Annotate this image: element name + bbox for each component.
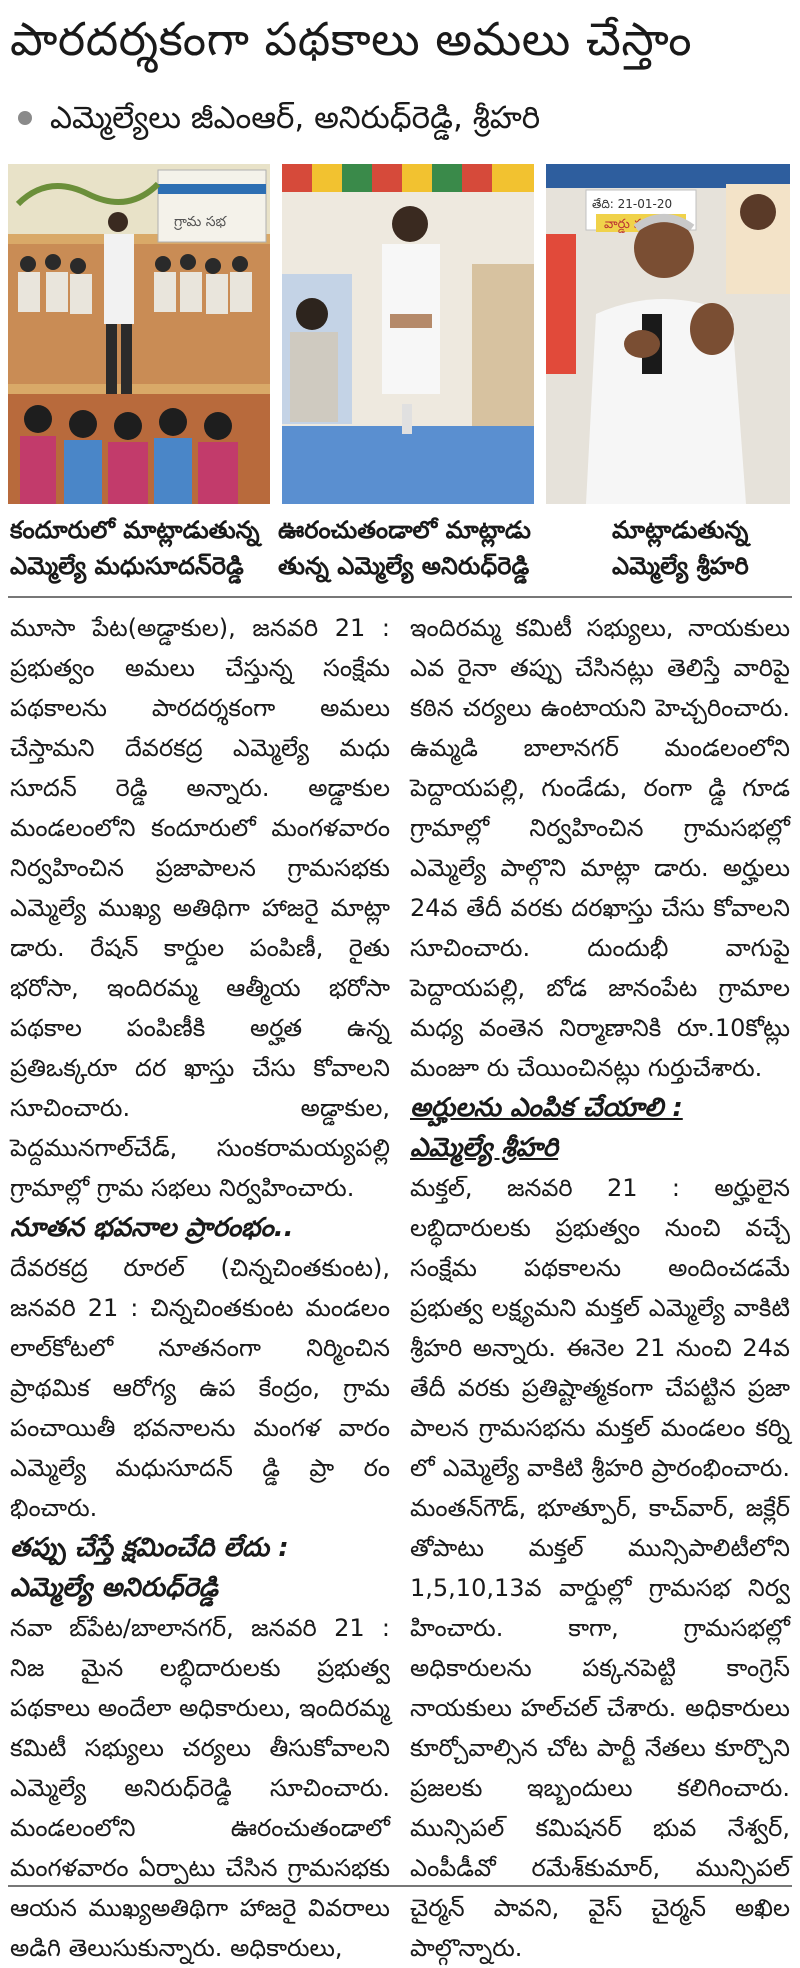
caption-line: ఊరంచుతండాలో మాట్లాడు: [278, 516, 531, 544]
photo-strip: [8, 164, 790, 504]
section-heading: అర్హులను ఎంపిక చేయాలి :: [410, 1093, 683, 1123]
article-column-right: [410, 608, 790, 1962]
photo-makthal-speaker: [546, 164, 790, 504]
caption-line: మాట్లాడుతున్న: [612, 516, 749, 544]
banner-text: గ్రామ సభ: [174, 214, 227, 230]
banner-date: తేది: 21-01-20: [592, 197, 673, 211]
article-paragraph: దేవరకద్ర రూరల్ (చిన్నచింతకుంట), జనవరి 21 : చిన్నచింతకుంట మండలం లాల్‌కోటలో నూతనంగా నిర్మించిన ప్రాథమిక ఆరోగ్య ఉప కేంద్రం, గ్రామ పంచాయితీ భవనాలను మంగళ వారం ఎమ్మెల్యే మధుసూదన్ డ్డి ప్రా రం భించారు.: [10, 1254, 390, 1522]
article-column-left: [10, 608, 390, 1962]
photo-caption-3: [612, 512, 792, 584]
subheadline-row: [10, 96, 790, 140]
article-paragraph: మూసా పేట(అడ్డాకుల), జనవరి 21 : ప్రభుత్వం అమలు చేస్తున్న సంక్షేమ పథకాలను పారదర్శకంగా అమలు చేస్తామని దేవరకద్ర ఎమ్మెల్యే మధు సూదన్ రెడ్డి అన్నారు. అడ్డాకుల మండలంలోని కందూరులో మంగళవారం నిర్వహించిన ప్రజాపాలన గ్రామసభకు ఎమ్మెల్యే ముఖ్య అతిథిగా హాజరై మాట్లా డారు. రేషన్ కార్డుల పంపిణీ, రైతు భరోసా, ఇందిరమ్మ ఆత్మీయ భరోసా పథకాల పంపిణీకి అర్హత ఉన్న ప్రతిఒక్కరూ దర ఖాస్తు చేసు కోవాలని సూచించారు. అడ్డాకుల, పెద్దమునగాల్‌చేడ్, సుంకరామయ్యపల్లి గ్రామాల్లో గ్రామ సభలు నిర్వహించారు.: [10, 614, 390, 1202]
photo-uranchu-thanda-speaker: [282, 164, 534, 504]
subheadline: ఎమ్మెల్యేలు జీఎంఆర్, అనిరుధ్‌రెడ్డి, శ్రీహరి: [50, 100, 541, 136]
divider-bottom: [8, 1885, 792, 1887]
section-heading: నూతన భవనాల ప్రారంభం..: [10, 1213, 294, 1243]
caption-line: ఎమ్మెల్యే మధుసూదన్‌రెడ్డి: [10, 552, 244, 580]
bullet-dot: [18, 111, 32, 125]
photo-kanduru-meeting: [8, 164, 270, 504]
divider-top: [8, 596, 792, 598]
article-paragraph: మక్తల్, జనవరి 21 : అర్హులైన లబ్ధిదారులకు ప్రభుత్వం నుంచి వచ్చే సంక్షేమ పథకాలను అందించడమే ప్రభుత్వ లక్ష్యమని మక్తల్ ఎమ్మెల్యే వాకిటి శ్రీహరి అన్నారు. ఈనెల 21 నుంచి 24వ తేదీ వరకు ప్రతిష్టాత్మకంగా చేపట్టిన ప్రజా పాలన గ్రామసభను మక్తల్ మండలం కర్ని లో ఎమ్మెల్యే వాకిటి శ్రీహరి ప్రారంభించారు. మంతన్‌గౌడ్, భూత్పూర్, కాచ్‌వార్, జక్లేర్ తోపాటు మక్తల్ మున్సిపాలిటీలోని 1,5,10,13వ వార్డుల్లో గ్రామసభ నిర్వ హించారు. కాగా, గ్రామసభల్లో అధికారులను పక్కనపెట్టి కాంగ్రెస్ నాయకులు హల్‌చల్ చేశారు. అధికారులు కూర్చోవాల్సిన చోట పార్టీ నేతలు కూర్చొని ప్రజలకు ఇబ్బందులు కలిగించారు. మున్సిపల్ కమిషనర్ భువ నేశ్వర్, ఎంపీడీవో రమేశ్‌కుమార్, మున్సిపల్ చైర్మన్ పావని, వైస్ చైర్మన్ అఖిల పాల్గొన్నారు.: [410, 1174, 790, 1962]
section-heading: ఎమ్మెల్యే శ్రీహరి: [410, 1133, 559, 1163]
banner-text: వార్డు స: [604, 217, 644, 232]
caption-line: ఎమ్మెల్యే శ్రీహరి: [612, 552, 749, 580]
photo-caption-2: [278, 512, 540, 584]
headline: పారదర్శకంగా పథకాలు అమలు చేస్తాం: [10, 12, 693, 66]
article-paragraph: ఇందిరమ్మ కమిటీ సభ్యులు, నాయకులు ఎవ రైనా తప్పు చేసినట్లు తెలిస్తే వారిపై కఠిన చర్యలు ఉంటాయని హెచ్చరించారు. ఉమ్మడి బాలానగర్ మండలంలోని పెద్దాయపల్లి, గుండేడు, రంగా డ్డి గూడ గ్రామాల్లో నిర్వహించిన గ్రామసభల్లో ఎమ్మెల్యే పాల్గొని మాట్లా డారు. అర్హులు 24వ తేదీ వరకు దరఖాస్తు చేసు కోవాలని సూచించారు. దుందుభీ వాగుపై పెద్దాయపల్లి, బోడ జానంపేట గ్రామాల మధ్య వంతెన నిర్మాణానికి రూ.10కోట్లు మంజూ రు చేయించినట్లు గుర్తుచేశారు.: [410, 614, 790, 1082]
article-paragraph: నవా బ్‌పేట/బాలానగర్, జనవరి 21 : నిజ మైన లబ్ధిదారులకు ప్రభుత్వ పథకాలు అందేలా అధికారులు, ఇందిరమ్మ కమిటీ సభ్యులు చర్యలు తీసుకోవాలని ఎమ్మెల్యే అనిరుధ్‌రెడ్డి సూచించారు. మండలంలోని ఊరంచుతండాలో మంగళవారం ఏర్పాటు చేసిన గ్రామసభకు ఆయన ముఖ్యఅతిథిగా హాజరై వివరాలు అడిగి తెలుసుకున్నారు. అధికారులు,: [10, 1614, 390, 1962]
section-heading: తప్పు చేస్తే క్షమించేది లేదు :: [10, 1533, 289, 1563]
caption-line: కందూరులో మాట్లాడుతున్న: [10, 516, 260, 544]
caption-line: తున్న ఎమ్మెల్యే అనిరుధ్‌రెడ్డి: [278, 552, 530, 580]
photo-caption-1: [10, 512, 272, 584]
section-heading: ఎమ్మెల్యే అనిరుధ్‌రెడ్డి: [10, 1573, 218, 1603]
